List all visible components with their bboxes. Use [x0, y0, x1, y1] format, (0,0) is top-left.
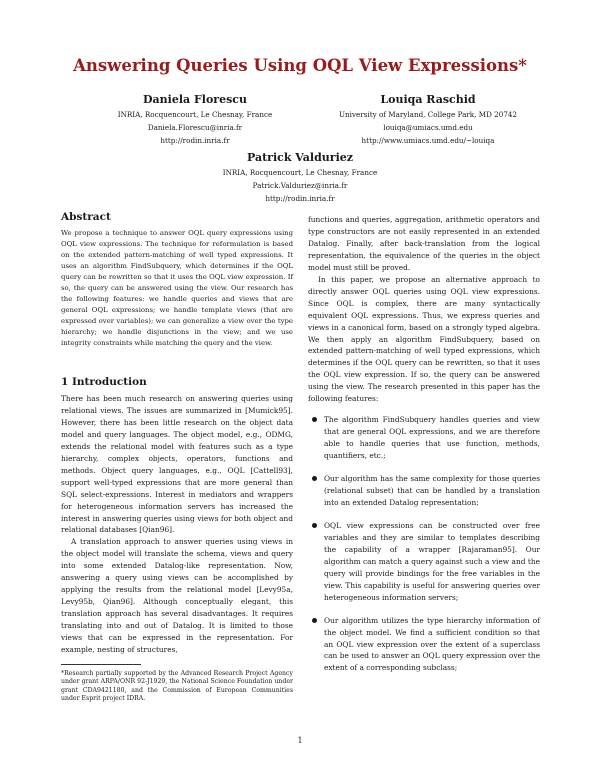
- intro-heading: 1 Introduction: [61, 376, 147, 388]
- author-url: http://rodin.inria.fr: [160, 136, 230, 145]
- list-item: [308, 414, 540, 462]
- bullet-icon: [312, 417, 317, 422]
- bullet-icon: [312, 618, 317, 623]
- abstract-heading: Abstract: [61, 211, 111, 223]
- page-number: 1: [297, 736, 303, 745]
- author-block-raschid: [308, 92, 548, 147]
- author-url: http://rodin.inria.fr: [265, 194, 335, 203]
- feature-list: [308, 414, 540, 674]
- list-item: [308, 473, 540, 509]
- list-item-text: Our algorithm has the same complexity for those queries (relational subset) that can be handled by a translation into an extended Datalog representation;: [324, 474, 540, 507]
- footnote-text: *Research partially supported by the Advanced Research Project Agency under grant ARPA/ONR 92-J1929, the National Science Foundation under grant CDA9421180, and the Commission of European Communities under Esprit project IDRA.: [61, 670, 293, 703]
- bullet-icon: [312, 476, 317, 481]
- author-block-valduriez: [170, 150, 430, 205]
- list-item-text: The algorithm FindSubquery handles queries and view that are general OQL expressions, and we are therefore able to handle queries that use function, methods, quantifiers, etc.;: [324, 415, 540, 461]
- author-affiliation: INRIA, Rocquencourt, Le Chesnay, France: [222, 168, 378, 177]
- author-email: Daniela.Florescu@inria.fr: [147, 123, 243, 132]
- intro-paragraph-2: A translation approach to answer queries using views in the object model will translate the schema, views and query into some extended Datalog-like representation. Now, answering a query using views can be accomplished by applying the results from the relational model [Levy95a, Levy95b, Qian96]. Although conceptually elegant, this translation approach has several disadvantages. It requires translating into and out of Datalog. It is limited to those views that can be expressed in the representation. For example, nesting of structures,: [61, 537, 293, 655]
- author-email: louiqa@umiacs.umd.edu: [383, 123, 473, 132]
- bullet-icon: [312, 523, 317, 528]
- author-name: Patrick Valduriez: [246, 151, 354, 164]
- right-paragraph-1: functions and queries, aggregation, arithmetic operators and type constructors are not easily represented in an extended Datalog. Finally, after back-translation from the logical representation, the equivalence of the queries in the object model must still be proved.: [308, 215, 540, 272]
- list-item-text: Our algorithm utilizes the type hierarchy information of the object model. We find a sufficient condition so that an OQL view expression over the extent of a superclass can be used to answer an OQL query expression over the extent of a corresponding subclass;: [324, 615, 540, 673]
- intro-paragraph-1: There has been much research on answering queries using relational views. The issues are summarized in [Mumick95]. However, there has been little research on the object data model and query languages. The object model, e.g., ODMG, extends the relational model with features such as a type hierarchy, complex objects, operators, functions and methods. Object query languages, e.g., OQL [Cattell93], support well-typed expressions that are more general than SQL select-expressions. Interest in mediators and wrappers for heterogeneous information servers has increased the interest in answering queries using views for both object and relational databases [Qian96].: [61, 394, 293, 535]
- author-email: Patrick.Valduriez@inria.fr: [252, 181, 348, 190]
- footnote: [61, 664, 293, 704]
- right-column: [308, 214, 540, 685]
- author-name: Louiqa Raschid: [380, 93, 476, 106]
- list-item: [308, 615, 540, 675]
- footnote-rule: [61, 664, 141, 665]
- list-item: [308, 520, 540, 604]
- abstract-text: We propose a technique to answer OQL query expressions using OQL view expressions. The technique for reformulation is based on the extended pattern-matching of well typed expressions. It uses an algorithm FindSubquery, which determines if the OQL query can be rewritten so that it uses the OQL view expression. If so, the query can be answered using the view. Our research has the following features: we handle queries and views that are general OQL expressions; we handle template views (that are expressed over variables); we can generalize a view over the type hierarchy; we handle disjunctions in the view; and we use integrity constraints while matching the query and the view.: [61, 229, 293, 347]
- author-block-florescu: [70, 92, 320, 147]
- right-paragraph-2: In this paper, we propose an alternative approach to directly answer OQL queries using OQL view expressions. Since OQL is complex, there are many syntactically equivalent OQL expressions. Thus, we express queries and views in a canonical form, based on a strongly typed algebra. We then apply an algorithm FindSubquery, based on extended pattern-matching of well typed expressions, which determines if the OQL query can be rewritten, so that it uses the OQL view expression. If so, the query can be answered using the view. The research presented in this paper has the following features:: [308, 274, 540, 404]
- author-name: Daniela Florescu: [143, 93, 247, 106]
- author-affiliation: INRIA, Rocquencourt, Le Chesnay, France: [117, 110, 273, 119]
- paper-title: Answering Queries Using OQL View Expressions*: [73, 56, 527, 75]
- author-affiliation: University of Maryland, College Park, MD 20742: [339, 110, 517, 119]
- left-column: [61, 210, 293, 656]
- author-url: http://www.umiacs.umd.edu/~louiqa: [361, 136, 495, 145]
- list-item-text: OQL view expressions can be constructed over free variables and they are similar to templates describing the capability of a wrapper [Rajaraman95]. Our algorithm can match a query against such a view and the query will provide bindings for the free variables in the view. This capability is useful for answering queries over heterogeneous information servers;: [324, 520, 540, 602]
